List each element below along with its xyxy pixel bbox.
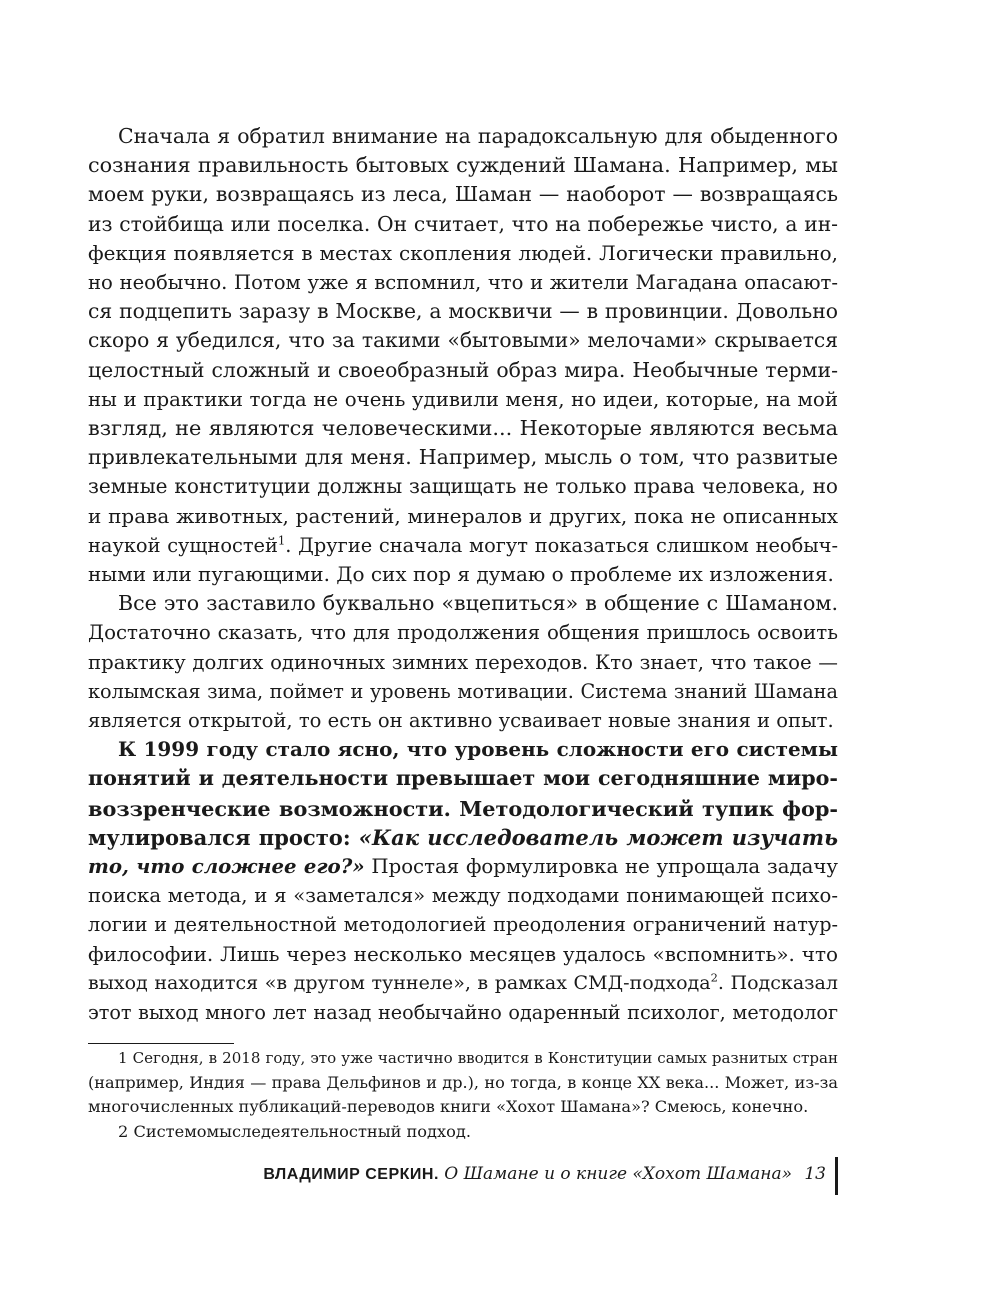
footnote-1-cont: многочисленных публикаций-переводов книги «Хохот Шамана»? Смеюсь, конечно. [88,1097,809,1116]
text-line: логии и деятельностной методологией преодоления ограничений натур- [88,913,838,937]
text-line: практику долгих одиночных зимних переходов. Кто знает, что такое — [88,650,838,674]
text-line: философии. Лишь через несколько месяцев удалось «вспомнить». что [88,941,838,966]
body-text [88,122,838,1027]
text-line: земные конституции должны защищать не только права человека, но [88,474,838,499]
footnote-1-cont: (например, Индия — права Дельфинов и др.), но тогда, в конце XX века... Может, из-за [88,1072,838,1092]
text-line: скоро я убедился, что за такими «бытовыми» мелочами» скрывается [88,328,838,353]
text-line: этот выход много лет назад необычайно одаренный психолог, методолог [88,1001,838,1025]
text-fragment: наукой сущностей [88,533,278,557]
text-line [88,852,838,881]
text-line: сознания правильность бытовых суждений Шамана. Например, мы [88,153,838,178]
text-line: целостный сложный и своеобразный образ мира. Необычные терми- [88,357,838,382]
text-line [88,531,838,560]
running-footer [263,1157,838,1195]
text-line: из стойбища или поселка. Он считает, что на побережье чисто, а ин- [88,211,838,236]
text-line: воззренческие возможности. Методологический тупик фор- [88,795,838,821]
text-line: колымская зима, поймет и уровень мотивации. Система знаний Шамана [88,679,838,703]
footer-title [263,1164,792,1184]
text-line: поиска метода, и я «заметался» между подходами понимающей психо- [88,884,838,908]
text-line [88,823,838,852]
text-fragment: выход находится «в другом туннеле», в рамках СМД-подхода [88,971,711,994]
footnote-2: 2 Системомыследеятельностный подход. [118,1121,472,1141]
page-number: 13 [804,1164,826,1184]
quoted-question: то, что сложнее его?» [88,854,365,879]
text-line: и права животных, растений, минералов и других, пока не описанных [88,503,838,528]
text-line: но необычно. Потом уже я вспомнил, что и жители Магадана опасают- [88,271,838,295]
footnote-1: 1 Сегодня, в 2018 году, это уже частично вводится в Конституции самых разнитых стран [118,1049,838,1067]
footer-book-title: О Шамане и о книге «Хохот Шамана» [444,1164,792,1184]
footnote-divider [88,1043,234,1044]
text-line: Сначала я обратил внимание на парадоксальную для обыденного [118,124,838,148]
text-fragment: . Подсказал [717,971,838,994]
text-line: понятий и деятельности превышает мои сегодняшние миро- [88,766,838,791]
text-line: фекция появляется в местах скопления людей. Логически правильно, [88,240,838,265]
footnotes [88,1046,838,1144]
text-line: ся подцепить заразу в Москве, а москвичи — в провинции. Довольно [88,299,838,324]
text-line: является открытой, то есть он активно усваивает новые знания и опыт. [88,709,834,733]
text-line: привлекательными для меня. Например, мысль о том, что развитые [88,445,838,470]
text-line: К 1999 году стало ясно, что уровень сложности его системы [118,737,838,762]
text-line: взгляд, не являются человеческими... Некоторые являются весьма [88,416,838,441]
footer-author: ВЛАДИМИР СЕРКИН. [263,1166,439,1183]
text-fragment: мулировался просто: [88,824,359,850]
text-line: ны и практики тогда не очень удивили меня, но идеи, которые, на мой [88,387,838,411]
text-line [88,969,838,998]
text-line: Все это заставило буквально «вцепиться» в общение с Шаманом. [118,591,838,616]
text-line: моем руки, возвращаясь из леса, Шаман — наоборот — возвращаясь [88,182,838,207]
text-fragment: . Другие сначала могут показаться слишком необыч- [285,533,838,557]
text-line: Достаточно сказать, что для продолжения общения пришлось освоить [88,621,838,645]
footer-bar [835,1157,838,1195]
quoted-question: «Как исследователь может изучать [358,824,838,850]
text-line: ными или пугающими. До сих пор я думаю о проблеме их изложения. [88,562,834,587]
footnote-ref-1[interactable]: 1 [277,533,286,548]
footnote-ref-2[interactable]: 2 [710,970,718,985]
text-fragment: Простая формулировка не упрощала задачу [364,855,838,879]
